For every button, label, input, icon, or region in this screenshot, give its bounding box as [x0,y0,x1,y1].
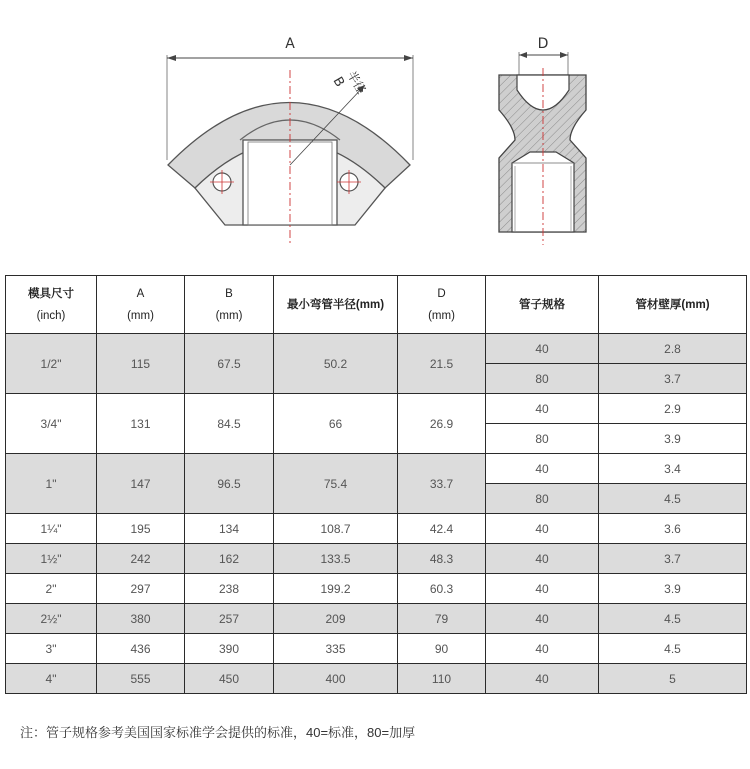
cell-schedule: 40 [486,574,599,604]
cell-b: 238 [185,574,274,604]
bend-die-section-view [499,36,586,245]
cell-size: 1¼" [6,514,97,544]
cell-a: 555 [97,664,185,694]
cell-schedule: 80 [486,364,599,394]
cell-b: 257 [185,604,274,634]
header-d: D (mm) [398,276,486,334]
table-row [6,334,747,364]
cell-b: 134 [185,514,274,544]
header-pipe-schedule: 管子规格 [486,276,599,334]
footnote: 注：管子规格参考美国国家标准学会提供的标准，40=标准，80=加厚 [20,725,416,740]
cell-wall: 4.5 [599,634,747,664]
cell-b: 67.5 [185,334,274,394]
cell-b: 84.5 [185,394,274,454]
cell-schedule: 40 [486,454,599,484]
cell-size: 1½" [6,544,97,574]
cell-schedule: 80 [486,424,599,454]
cell-a: 436 [97,634,185,664]
cell-radius: 108.7 [274,514,398,544]
cell-d: 26.9 [398,394,486,454]
cell-d: 33.7 [398,454,486,514]
cell-radius: 133.5 [274,544,398,574]
cell-wall: 3.7 [599,544,747,574]
cell-size: 1" [6,454,97,514]
cell-wall: 2.8 [599,334,747,364]
table-row [6,604,747,634]
cell-radius: 400 [274,664,398,694]
header-min-radius: 最小弯管半径(mm) [274,276,398,334]
header-wall-thickness: 管材壁厚(mm) [599,276,747,334]
bend-die-front-view [167,36,413,245]
cell-wall: 5 [599,664,747,694]
dim-d-label: D [537,36,549,52]
cell-a: 297 [97,574,185,604]
cell-d: 42.4 [398,514,486,544]
table-row [6,454,747,484]
cell-d: 110 [398,664,486,694]
cell-d: 21.5 [398,334,486,394]
cell-a: 195 [97,514,185,544]
cell-radius: 66 [274,394,398,454]
cell-radius: 75.4 [274,454,398,514]
cell-size: 4" [6,664,97,694]
cell-size: 3" [6,634,97,664]
cell-d: 48.3 [398,544,486,574]
cell-b: 450 [185,664,274,694]
technical-drawing [0,0,750,270]
table-header-row [6,276,747,334]
cell-wall: 4.5 [599,604,747,634]
cell-wall: 4.5 [599,484,747,514]
cell-radius: 209 [274,604,398,634]
cell-b: 162 [185,544,274,574]
cell-wall: 2.9 [599,394,747,424]
cell-wall: 3.7 [599,364,747,394]
header-a: A (mm) [97,276,185,334]
cell-size: 2½" [6,604,97,634]
cell-size: 2" [6,574,97,604]
cell-a: 380 [97,604,185,634]
cell-wall: 3.9 [599,424,747,454]
cell-schedule: 40 [486,544,599,574]
cell-schedule: 40 [486,394,599,424]
cell-a: 242 [97,544,185,574]
table-row [6,574,747,604]
cell-wall: 3.4 [599,454,747,484]
cell-radius: 335 [274,634,398,664]
cell-size: 3/4" [6,394,97,454]
cell-radius: 199.2 [274,574,398,604]
cell-radius: 50.2 [274,334,398,394]
cell-b: 96.5 [185,454,274,514]
table-row [6,514,747,544]
cell-size: 1/2" [6,334,97,394]
cell-wall: 3.6 [599,514,747,544]
cell-d: 60.3 [398,574,486,604]
dim-a-label: A [285,36,295,52]
header-b: B (mm) [185,276,274,334]
cell-d: 79 [398,604,486,634]
table-row [6,634,747,664]
cell-schedule: 40 [486,664,599,694]
table-row [6,394,747,424]
cell-a: 131 [97,394,185,454]
spec-table [5,275,747,694]
dim-b-radius-label: 半径 [344,68,369,97]
die-drawing-svg [0,0,750,270]
cell-schedule: 40 [486,634,599,664]
dim-b-label: B [329,74,347,90]
cell-wall: 3.9 [599,574,747,604]
cell-schedule: 40 [486,604,599,634]
cell-a: 115 [97,334,185,394]
cell-schedule: 40 [486,334,599,364]
cell-d: 90 [398,634,486,664]
cell-schedule: 40 [486,514,599,544]
cell-b: 390 [185,634,274,664]
table-row [6,544,747,574]
table-row [6,664,747,694]
cell-schedule: 80 [486,484,599,514]
header-die-size: 模具尺寸 (inch) [6,276,97,334]
cell-a: 147 [97,454,185,514]
